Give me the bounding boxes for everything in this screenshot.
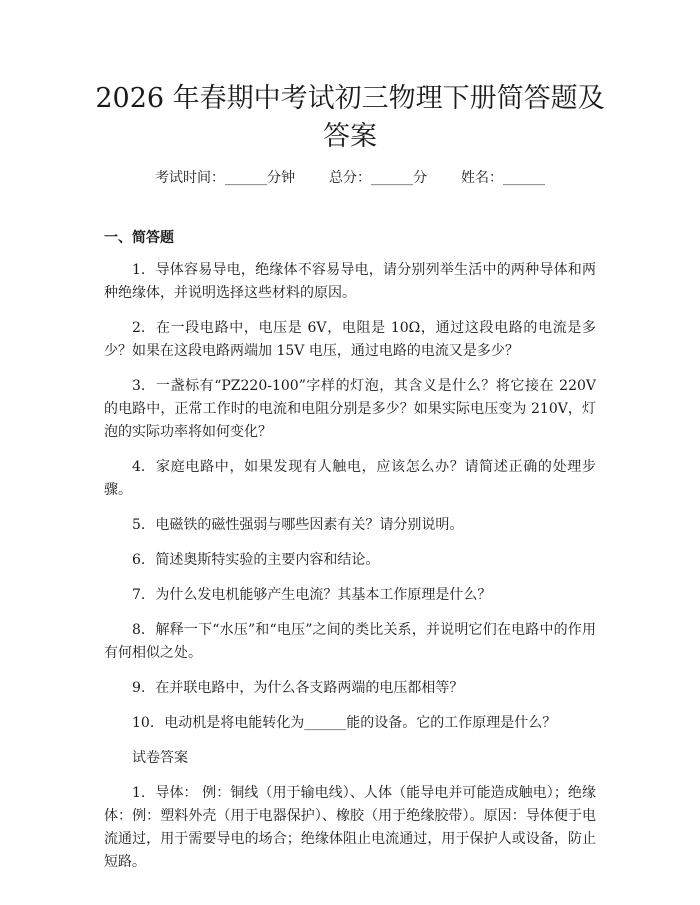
question-item [104,456,596,502]
question-number: 5. [132,517,146,533]
question-number: 3. [132,378,146,394]
question-item [104,375,596,444]
question-text: 在并联电路中，为什么各支路两端的电压都相等？ [155,680,464,696]
question-number: 2. [132,320,146,336]
exam-time-label: 考试时间：______分钟 [155,170,295,186]
question-number: 7. [132,587,146,603]
answer-item [104,782,596,874]
question-number: 4. [132,459,146,475]
question-item [104,549,596,572]
total-score-label: 总分：______分 [329,170,427,186]
question-item [104,317,596,363]
question-text: 电动机是将电能转化为______能的设备。它的工作原理是什么？ [164,715,557,731]
answers-heading: 试卷答案 [132,750,188,766]
question-number: 1. [132,262,146,278]
student-name-label: 姓名：______ [461,170,545,186]
question-text: 简述奥斯特实验的主要内容和结论。 [155,552,380,568]
question-item [104,259,596,305]
question-text: 在一段电路中，电压是 6V，电阻是 10Ω，通过这段电路的电流是多少？如果在这段电路两端加 15V 电压，通过电路的电流又是多少？ [104,320,596,359]
question-number: 8. [132,622,146,638]
question-text: 家庭电路中，如果发现有人触电，应该怎么办？请简述正确的处理步骤。 [104,459,596,498]
question-text: 导体容易导电，绝缘体不容易导电，请分别列举生活中的两种导体和两种绝缘体，并说明选择这些材料的原因。 [104,262,596,301]
question-item [104,584,596,607]
section-heading: 一、简答题 [104,230,174,246]
question-item [104,619,596,665]
question-number: 10. [132,715,155,731]
question-item [104,677,596,700]
document-title: 2026 年春期中考试初三物理下册简答题及答案 [95,83,605,152]
answer-text: 导体： 例：铜线（用于输电线）、人体（能导电并可能造成触电）；绝缘体：例：塑料外壳（用于电器保护）、橡胶（用于绝缘胶带）。原因：导体便于电流通过，用于需要导电的场合；绝缘体阻止电流通过，用于保护人或设备，防止短路。 [104,785,596,870]
question-text: 为什么发电机能够产生电流？其基本工作原理是什么？ [155,587,492,603]
answer-number: 1. [132,785,146,801]
question-number: 9. [132,680,146,696]
exam-meta-line [0,168,700,188]
question-number: 6. [132,552,146,568]
question-list [104,259,596,886]
question-item [104,712,596,735]
question-text: 解释一下“水压”和“电压”之间的类比关系，并说明它们在电路中的作用有何相似之处。 [104,622,596,661]
question-item [104,514,596,537]
question-text: 一盏标有“PZ220-100”字样的灯泡，其含义是什么？将它接在 220V 的电路中，正常工作时的电流和电阻分别是多少？如果实际电压变为 210V，灯泡的实际功率将如何变化？ [104,378,596,440]
question-text: 电磁铁的磁性强弱与哪些因素有关？请分别说明。 [155,517,464,533]
